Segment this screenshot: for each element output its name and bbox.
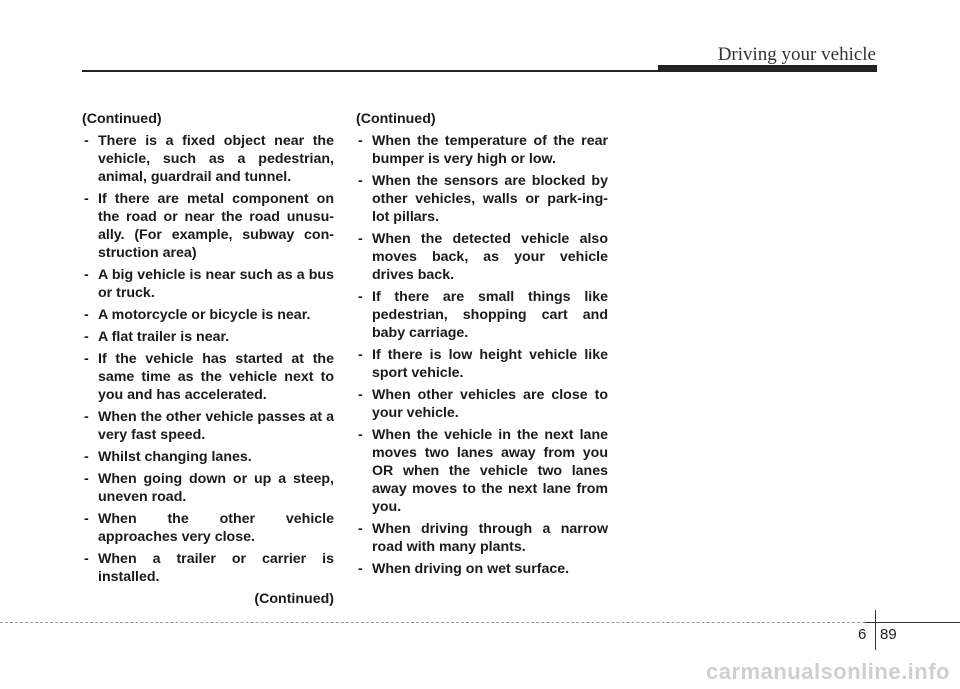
header-rule (82, 70, 662, 72)
list-item: - When the temperature of the rear bumper is very high or low. (358, 133, 608, 167)
list-item: - When the other vehicle passes at a very fast speed. (84, 409, 334, 443)
list-item: - When the vehicle in the next lane moves two lanes away from you OR when the vehicle two lanes away moves to the next lane from you. (358, 427, 608, 515)
footer-dashed-rule (0, 622, 865, 623)
list-item: - When the detected vehicle also moves back, as your vehicle drives back. (358, 231, 608, 283)
header-rule-accent (658, 65, 877, 72)
list-item: - When driving on wet surface. (358, 561, 570, 577)
list-item: - If the vehicle has started at the same time as the vehicle next to you and has accelerated. (84, 351, 334, 403)
continued-footer: (Continued) (254, 591, 334, 607)
left-column (82, 110, 334, 608)
list-item: - When the other vehicle approaches very close. (84, 511, 334, 545)
condition-list (82, 132, 334, 586)
list-item: - When the sensors are blocked by other vehicles, walls or park-ing-lot pillars. (358, 173, 608, 225)
right-column (356, 110, 608, 582)
list-item: - When going down or up a steep, uneven road. (84, 471, 334, 505)
chapter-number: 6 (858, 626, 867, 643)
watermark: carmanualsonline.info (706, 659, 950, 684)
list-item: - When other vehicles are close to your vehicle. (358, 387, 608, 421)
section-title: Driving your vehicle (717, 44, 876, 65)
list-item: - When driving through a narrow road with many plants. (358, 521, 608, 555)
footer-solid-rule (865, 622, 960, 623)
list-item: - If there is low height vehicle like sport vehicle. (358, 347, 608, 381)
continued-heading: (Continued) (356, 111, 436, 127)
list-item: - There is a fixed object near the vehicle, such as a pedestrian, animal, guardrail and tunnel. (84, 133, 334, 185)
list-item: - Whilst changing lanes. (84, 449, 252, 465)
list-item: - If there are metal component on the road or near the road unusu-ally. (For example, subway con-struction area) (84, 191, 334, 261)
list-item: - When a trailer or carrier is installed. (84, 551, 334, 585)
list-item: - A big vehicle is near such as a bus or truck. (84, 267, 334, 301)
list-item: - A flat trailer is near. (84, 329, 230, 345)
list-item: - A motorcycle or bicycle is near. (84, 307, 311, 323)
page-number-separator (875, 610, 876, 650)
list-item: - If there are small things like pedestrian, shopping cart and baby carriage. (358, 289, 608, 341)
continued-heading: (Continued) (82, 111, 162, 127)
condition-list (356, 132, 608, 578)
page-number: 89 (880, 626, 897, 643)
